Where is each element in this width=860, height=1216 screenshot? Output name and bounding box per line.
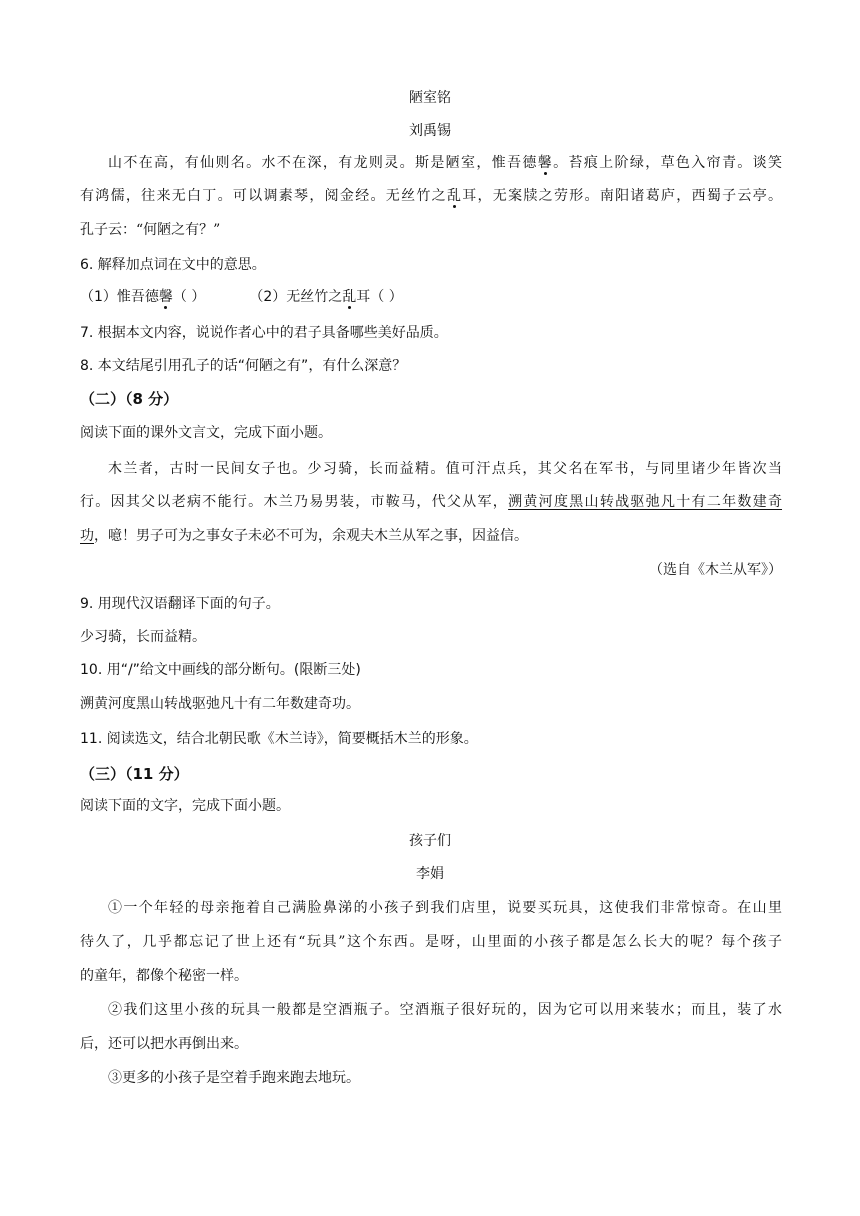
poem-title: 陋室铭	[409, 90, 451, 106]
text-run: 山不在高，有仙则名。水不在深，有龙则灵。斯是陋室，惟吾德	[108, 155, 538, 171]
story-p1-line-2: 待久了，几乎都忘记了世上还有“玩具”这个东西。是呀，山里面的小孩子都是怎么长大的呢？每个孩子	[80, 934, 782, 950]
question-8: 8. 本文结尾引用孔子的话“何陋之有”，有什么深意？	[80, 358, 407, 374]
story-p1-line-1: ①一个年轻的母亲拖着自己满脸鼻涕的小孩子到我们店里，说要买玩具，这使我们非常惊奇。在山里	[108, 900, 782, 916]
section-2-heading: （二）（8 分）	[80, 390, 179, 408]
text-run: 。苔痕上阶绿，草色入帘青。谈笑	[553, 155, 783, 171]
text-run: ，噫！男子可为之事女子未必不可为，余观夫木兰从军之事，因益信。	[94, 528, 528, 544]
text-run: （1）惟吾德	[80, 289, 159, 305]
section-3-heading: （三）（11 分）	[80, 765, 189, 783]
question-10-sentence: 溯黄河度黑山转战驱弛凡十有二年数建奇功。	[80, 696, 360, 712]
dotted-char: 乱	[342, 289, 357, 305]
story-title: 孩子们	[409, 833, 451, 849]
story-p3-line-1: ③更多的小孩子是空着手跑来跑去地玩。	[108, 1070, 360, 1086]
question-6-subitems	[80, 287, 782, 307]
text-run: 有鸿儒，往来无白丁。可以调素琴，阅金经。无丝竹之	[80, 188, 447, 204]
underlined-passage: 溯黄河度黑山转战驱弛凡十有二年数建奇	[508, 494, 783, 510]
dotted-char: 馨	[158, 289, 173, 305]
story-p1-line-3: 的童年，都像个秘密一样。	[80, 968, 248, 984]
text-run: （2）无丝竹之	[249, 289, 343, 305]
answer-blank: 耳（ ）	[356, 289, 403, 305]
dotted-char: 乱	[446, 188, 463, 204]
question-9: 9. 用现代汉语翻译下面的句子。	[80, 596, 280, 612]
text-run: 耳，无案牍之劳形。南阳诸葛庐，西蜀子云亭。	[462, 188, 783, 204]
poem-author: 刘禹锡	[409, 123, 451, 139]
answer-blank: （ ）	[172, 289, 206, 305]
story-author: 李娟	[416, 866, 444, 882]
mulan-line-2	[80, 492, 782, 512]
poem-line-3: 孔子云：“何陋之有？”	[80, 222, 221, 238]
mulan-line-3	[80, 526, 782, 546]
section-2-intro: 阅读下面的课外文言文，完成下面小题。	[80, 425, 332, 441]
question-7: 7. 根据本文内容，说说作者心中的君子具备哪些美好品质。	[80, 325, 448, 341]
underlined-passage: 功	[80, 528, 94, 544]
question-11: 11. 阅读选文，结合北朝民歌《木兰诗》，简要概括木兰的形象。	[80, 731, 478, 747]
question-6: 6. 解释加点词在文中的意思。	[80, 257, 266, 273]
source-note: （选自《木兰从军》）	[649, 562, 782, 578]
story-p2-line-1: ②我们这里小孩的玩具一般都是空酒瓶子。空酒瓶子很好玩的，因为它可以用来装水；而且，装了水	[108, 1002, 782, 1018]
poem-line-2	[80, 186, 782, 206]
mulan-line-1: 木兰者，古时一民间女子也。少习骑，长而益精。值可汗点兵，其父名在军书，与同里诸少年皆次当	[108, 461, 782, 477]
question-10: 10. 用“/”给文中画线的部分断句。(限断三处)	[80, 662, 361, 678]
text-run: 行。因其父以老病不能行。木兰乃易男装，市鞍马，代父从军，	[80, 494, 509, 510]
section-3-intro: 阅读下面的文字，完成下面小题。	[80, 798, 290, 814]
dotted-char: 馨	[537, 155, 554, 171]
question-9-sentence: 少习骑，长而益精。	[80, 629, 206, 645]
story-p2-line-2: 后，还可以把水再倒出来。	[80, 1036, 248, 1052]
poem-line-1	[80, 153, 782, 173]
